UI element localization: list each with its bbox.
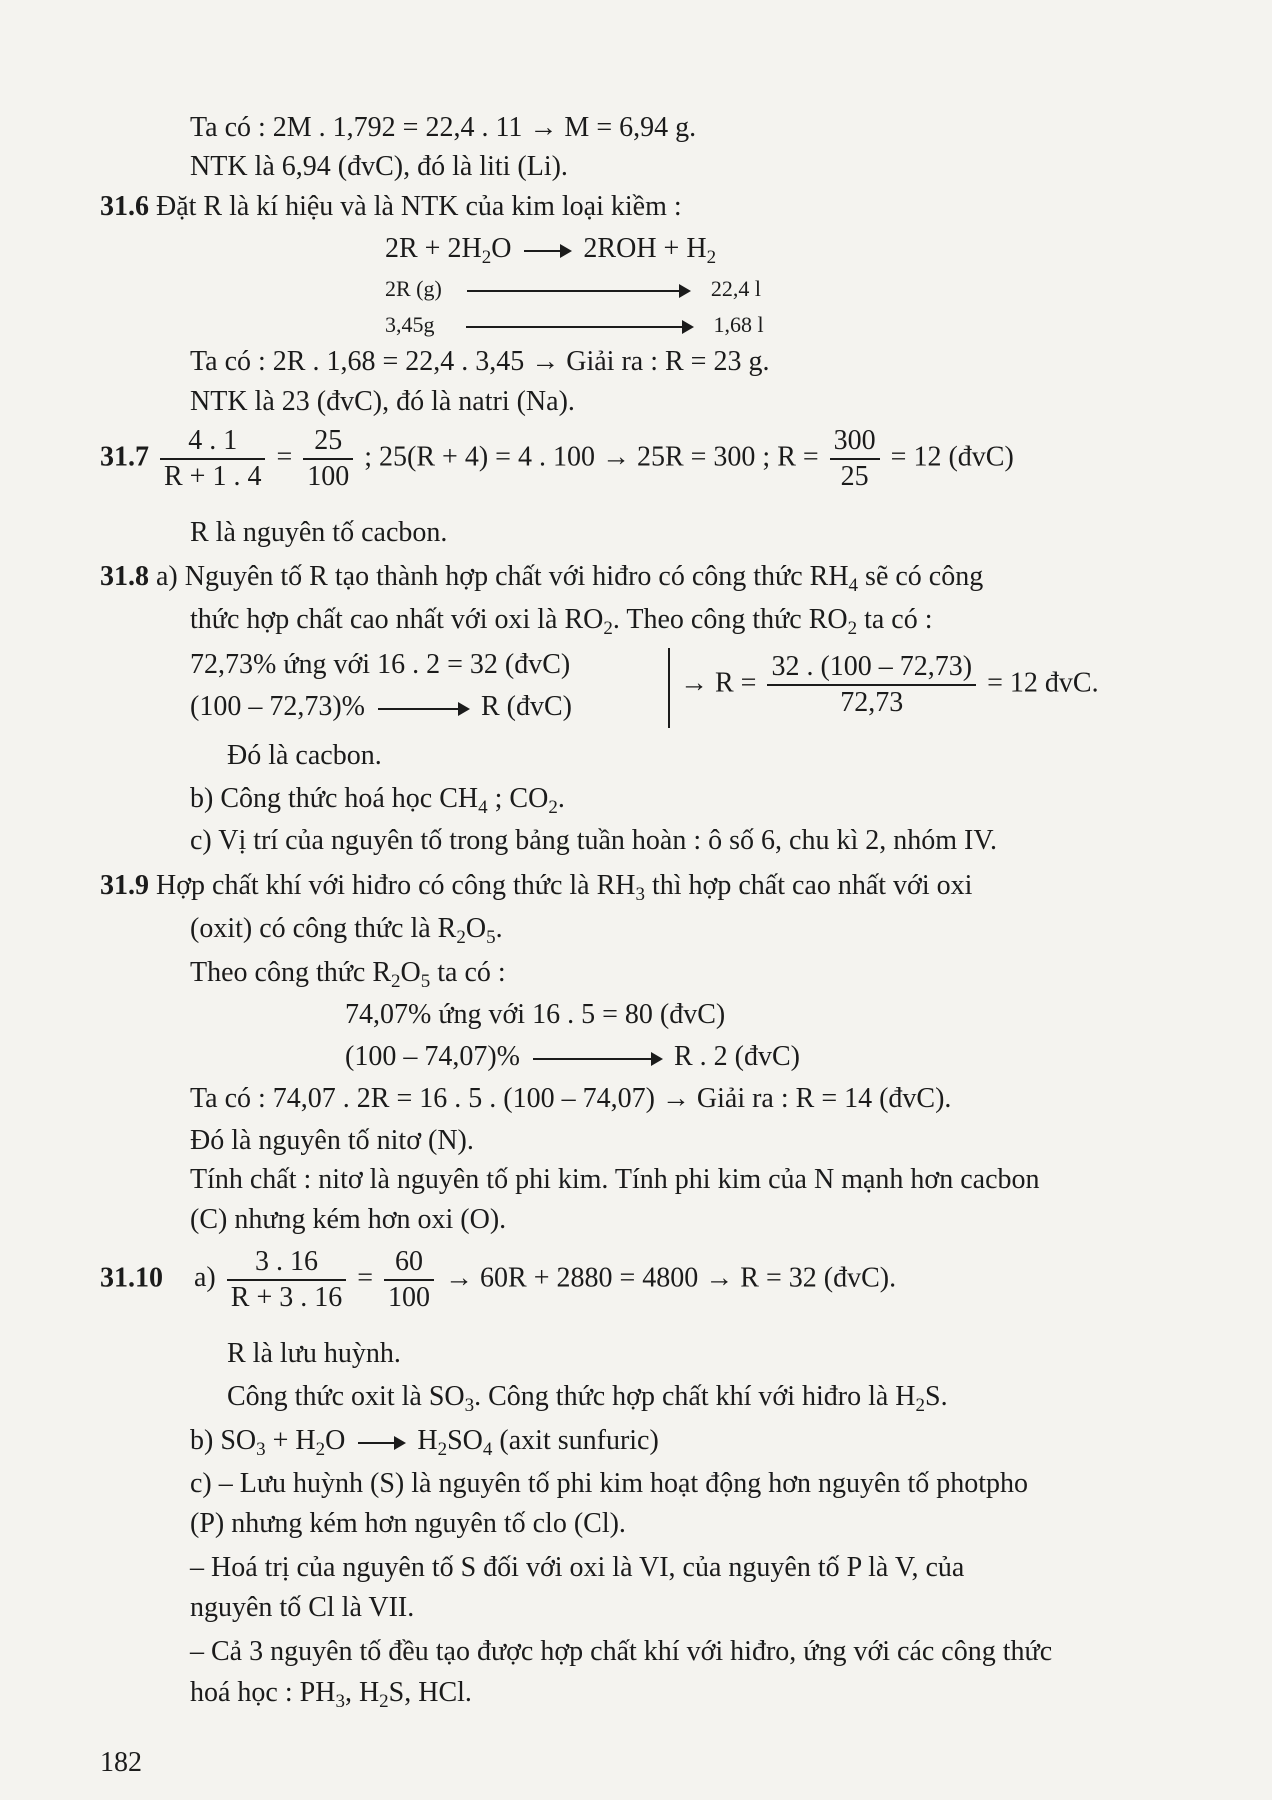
exercise-31-8: 31.8 a) Nguyên tố R tạo thành hợp chất với hiđro có công thức $RH_4$ sẽ có công: [100, 561, 984, 596]
text-line: Ta có : 2R . 1,68 = 22,4 . 3,45 → Giải ra : R = 23 g.: [190, 346, 770, 377]
text-line: Ta có : 74,07 . 2R = 16 . 5 . (100 – 74,07) → Giải ra : R = 14 (đvC).: [190, 1083, 952, 1114]
fraction: $\frac{32 . (100 - 72,73)}{72,73}$: [767, 650, 976, 720]
text-line: c) – Lưu huỳnh (S) là nguyên tố phi kim hoạt động hơn nguyên tố photpho: [190, 1468, 1029, 1499]
arrow-icon: [466, 326, 692, 328]
text-line: b) $SO_3 + H_2O$ $H_2SO_4$ (axit sunfuric): [190, 1425, 659, 1460]
fraction: $\frac{25}{100}$: [303, 424, 353, 494]
text-line: – Cả 3 nguyên tố đều tạo được hợp chất khí với hiđro, ứng với các công thức: [190, 1636, 1053, 1667]
text-line: Đó là cacbon.: [227, 740, 382, 771]
exercise-31-7: 31.7 $\frac{4 . 1}{R + 1 . 4}$ = $\frac{25}{100}$ ; 25(R + 4) = 4 . 100 → 25R = 300 ; R = $\frac{300}{25}$ = 12 (đvC): [100, 425, 1014, 492]
exercise-number: 31.8: [100, 561, 149, 592]
exercise-31-10: 31.10 a) $\frac{3 . 16}{R + 3 . 16}$ = $\frac{60}{100}$ → 60R + 2880 = 4800 → R = 32 (đvC).: [100, 1246, 897, 1313]
exercise-number: 31.10: [100, 1262, 163, 1294]
arrow-icon: [378, 708, 468, 710]
text-line: R là nguyên tố cacbon.: [190, 517, 448, 548]
proportion-row: 72,73% ứng với 16 . 2 = 32 (đvC): [190, 649, 571, 680]
arrow-icon: [467, 290, 689, 292]
reaction-arrow-icon: [358, 1442, 404, 1444]
text-line: hoá học : $PH_3$, $H_2S$, HCl.: [190, 1677, 472, 1712]
exercise-number: 31.7: [100, 441, 149, 473]
text-line: (C) nhưng kém hơn oxi (O).: [190, 1204, 507, 1235]
stoichiometry-row: 3,45g 1,68 l: [385, 312, 764, 337]
arrow-icon: [533, 1058, 661, 1060]
text-line: c) Vị trí của nguyên tố trong bảng tuần hoàn : ô số 6, chu kì 2, nhóm IV.: [190, 825, 997, 856]
text-line: b) Công thức hoá học $CH_4$ ; $CO_2$.: [190, 783, 565, 818]
text-line: (oxit) có công thức là $R_2O_5$.: [190, 913, 503, 948]
fraction: $\frac{60}{100}$: [384, 1245, 434, 1315]
proportion-row: (100 – 74,07)% R . 2 (đvC): [345, 1041, 800, 1072]
text-line: – Hoá trị của nguyên tố S đối với oxi là VI, của nguyên tố P là V, của: [190, 1552, 965, 1583]
stoichiometry-row: 2R (g) 22,4 l: [385, 276, 761, 301]
text-line: nguyên tố Cl là VII.: [190, 1592, 415, 1623]
bracket-divider: [668, 648, 670, 728]
page-number: 182: [100, 1747, 142, 1778]
fraction: $\frac{300}{25}$: [830, 424, 880, 494]
text-line: thức hợp chất cao nhất với oxi là $RO_2$. Theo công thức $RO_2$ ta có :: [190, 604, 933, 639]
text-line: NTK là 6,94 (đvC), đó là liti (Li).: [190, 151, 568, 182]
exercise-number: 31.9: [100, 870, 149, 901]
exercise-number: 31.6: [100, 191, 149, 222]
text-line: R là lưu huỳnh.: [227, 1338, 401, 1369]
text-line: (P) nhưng kém hơn nguyên tố clo (Cl).: [190, 1508, 626, 1539]
reaction-equation: $2R + 2H_2O$ $2ROH + H_2$: [385, 233, 717, 268]
proportion-row: (100 – 72,73)% R (đvC): [190, 691, 572, 722]
text-line: Tính chất : nitơ là nguyên tố phi kim. Tính phi kim của N mạnh hơn cacbon: [190, 1164, 1040, 1195]
exercise-31-6: [100, 190, 682, 224]
text-line: NTK là 23 (đvC), đó là natri (Na).: [190, 386, 575, 417]
fraction: $\frac{3 . 16}{R + 3 . 16}$: [227, 1245, 346, 1315]
reaction-arrow-icon: [524, 250, 570, 252]
result-formula: → R = $\frac{32 . (100 - 72,73)}{72,73}$ = 12 đvC.: [680, 651, 1099, 718]
text-line: Theo công thức $R_2O_5$ ta có :: [190, 957, 506, 992]
text-line: Ta có : 2M . 1,792 = 22,4 . 11 → M = 6,94 g.: [190, 112, 697, 143]
proportion-row: 74,07% ứng với 16 . 5 = 80 (đvC): [345, 999, 726, 1030]
exercise-31-9: 31.9 Hợp chất khí với hiđro có công thức là $RH_3$ thì hợp chất cao nhất với oxi: [100, 870, 973, 905]
text-line: Đó là nguyên tố nitơ (N).: [190, 1125, 474, 1156]
fraction: $\frac{4 . 1}{R + 1 . 4}$: [160, 424, 265, 494]
exercise-text: Đặt R là kí hiệu và là NTK của kim loại kiềm :: [156, 191, 682, 222]
text-line: Công thức oxit là $SO_3$. Công thức hợp chất khí với hiđro là $H_2S$.: [227, 1381, 948, 1416]
